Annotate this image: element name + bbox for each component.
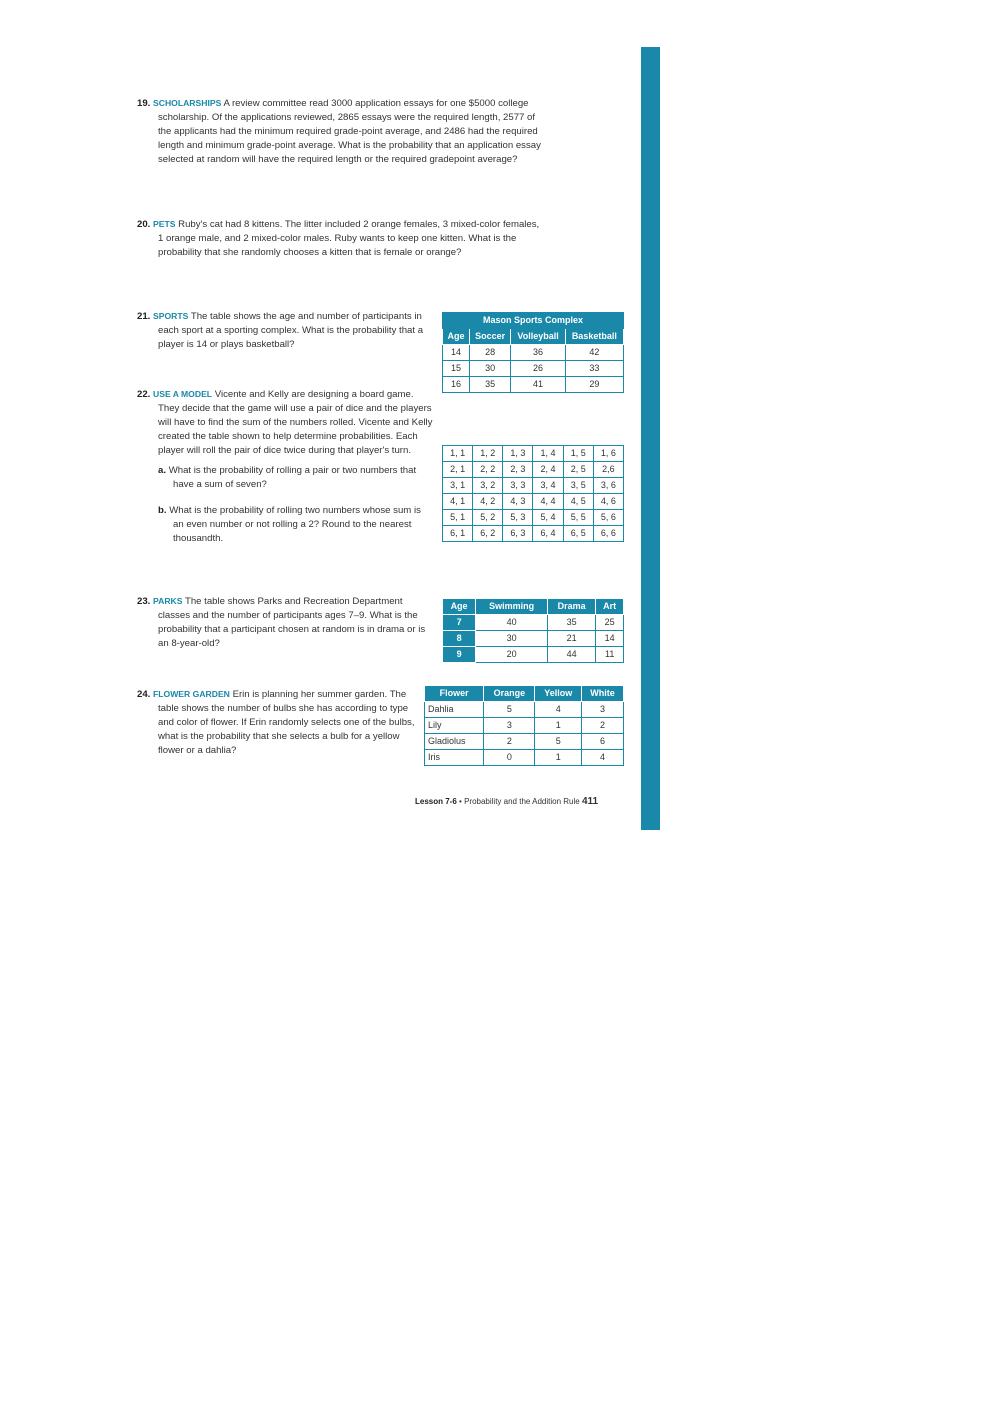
table-cell: 5, 3 [503, 510, 533, 526]
table-cell: 3, 6 [593, 478, 623, 494]
table-cell: 4 [535, 702, 582, 718]
table-cell: 6, 3 [503, 526, 533, 542]
table-cell: Dahlia [425, 702, 484, 718]
table-header-row [425, 686, 624, 702]
table-cell: 4, 5 [563, 494, 593, 510]
table-cell: 11 [596, 647, 624, 663]
table-row [443, 361, 624, 377]
table-cell: 5, 2 [473, 510, 503, 526]
table-cell: 5, 5 [563, 510, 593, 526]
table-row [443, 462, 624, 478]
table-header-cell: Volleyball [511, 329, 565, 345]
table-cell: 5 [484, 702, 535, 718]
table-cell: 2 [484, 734, 535, 750]
sports-table [442, 312, 624, 393]
table-cell: 4, 1 [443, 494, 473, 510]
table-cell: 3 [582, 702, 624, 718]
problem-keyword: USE A MODEL [153, 389, 213, 399]
table-row [425, 718, 624, 734]
page-number: 411 [581, 796, 599, 807]
table-cell: 30 [476, 631, 548, 647]
table-cell: 3, 3 [503, 478, 533, 494]
sidebar-stripe [641, 47, 660, 830]
table-cell: 3, 5 [563, 478, 593, 494]
part-a-label: a. [158, 465, 167, 476]
part-a-text: What is the probability of rolling a pair or two numbers that have a sum of seven? [168, 465, 417, 490]
table-header-cell: White [582, 686, 624, 702]
problem-text: Erin is planning her summer garden. The table shows the number of bulbs she has according to type and color of flower. If Erin randomly selects one of the bulbs, what is the probability that she selects a bulb for a yellow flower or a dahlia? [158, 689, 415, 756]
table-cell: 16 [443, 377, 470, 393]
table-cell: 36 [511, 345, 565, 361]
problem-22 [137, 387, 434, 546]
table-header-cell: Age [443, 329, 470, 345]
flower-table [424, 685, 624, 766]
table-cell: 1, 4 [533, 446, 563, 462]
table-cell: Lily [425, 718, 484, 734]
table-cell: 6 [582, 734, 624, 750]
table-cell: 1, 6 [593, 446, 623, 462]
problem-text: Ruby's cat had 8 kittens. The litter included 2 orange females, 3 mixed-color females, 1 orange male, and 2 mixed-color males. Ruby wants to keep one kitten. What is the probability that she randomly chooses a kitten that is female or orange? [158, 219, 540, 258]
table-header-row [443, 329, 624, 345]
table-cell: 1, 3 [503, 446, 533, 462]
table-cell: 21 [547, 631, 595, 647]
table-cell: 2, 4 [533, 462, 563, 478]
table-cell: 2 [582, 718, 624, 734]
table-header-cell: Orange [484, 686, 535, 702]
footer-separator: • [459, 797, 462, 806]
table-cell: 44 [547, 647, 595, 663]
table-row [443, 647, 624, 663]
table-header-cell: Soccer [469, 329, 511, 345]
problem-23 [137, 594, 434, 651]
part-b-label: b. [158, 505, 167, 516]
table-cell: 3, 2 [473, 478, 503, 494]
table-header-cell: Yellow [535, 686, 582, 702]
table-row [443, 526, 624, 542]
problem-keyword: PARKS [153, 596, 183, 606]
table-cell: 41 [511, 377, 565, 393]
problem-24 [137, 687, 415, 758]
table-row [443, 510, 624, 526]
table-cell: 14 [596, 631, 624, 647]
table-cell: 30 [469, 361, 511, 377]
problem-number: 24. [137, 689, 151, 700]
table-row [443, 631, 624, 647]
table-cell: Gladiolus [425, 734, 484, 750]
table-cell: 2, 5 [563, 462, 593, 478]
row-header-cell: 7 [443, 615, 476, 631]
row-header-cell: 9 [443, 647, 476, 663]
dice-table [442, 445, 624, 542]
table-cell: 6, 2 [473, 526, 503, 542]
part-b-text: What is the probability of rolling two numbers whose sum is an even number or not rolling a 2? Round to the nearest thousandth. [169, 505, 421, 544]
table-cell: 35 [469, 377, 511, 393]
table-cell: 28 [469, 345, 511, 361]
table-cell: 25 [596, 615, 624, 631]
table-cell: 5, 4 [533, 510, 563, 526]
table-cell: 3, 4 [533, 478, 563, 494]
table-cell: 3 [484, 718, 535, 734]
table-cell: 6, 4 [533, 526, 563, 542]
problem-number: 19. [137, 98, 151, 109]
problem-keyword: FLOWER GARDEN [153, 689, 230, 699]
table-cell: 6, 1 [443, 526, 473, 542]
problem-keyword: PETS [153, 219, 176, 229]
table-cell: 1 [535, 718, 582, 734]
table-row [443, 377, 624, 393]
table-cell: 29 [565, 377, 623, 393]
problem-text: Vicente and Kelly are designing a board game. They decide that the game will use a pair of dice and the players will have to find the sum of the numbers rolled. Vicente and Kelly created the table shown to help determine probabilities. Each player will roll the pair of dice twice during that player's turn. [158, 389, 433, 456]
problem-number: 23. [137, 596, 151, 607]
problem-text: The table shows Parks and Recreation Department classes and the number of participants ages 7–9. What is the probability that a participant chosen at random is in drama or is an 8-year-old? [158, 596, 426, 649]
table-cell: 40 [476, 615, 548, 631]
table-cell: 1, 2 [473, 446, 503, 462]
table-cell: 1, 1 [443, 446, 473, 462]
table-row [443, 494, 624, 510]
table-cell: 4, 3 [503, 494, 533, 510]
problem-keyword: SCHOLARSHIPS [153, 98, 222, 108]
table-cell: Iris [425, 750, 484, 766]
problem-number: 22. [137, 389, 151, 400]
table-header-cell: Swimming [476, 599, 548, 615]
table-row [443, 446, 624, 462]
problem-text: The table shows the age and number of participants in each sport at a sporting complex. What is the probability that a player is 14 or plays basketball? [158, 311, 424, 350]
table-cell: 2,6 [593, 462, 623, 478]
table-header-cell: Drama [547, 599, 595, 615]
table-cell: 2, 2 [473, 462, 503, 478]
table-cell: 20 [476, 647, 548, 663]
table-header-row [443, 599, 624, 615]
table-row [425, 702, 624, 718]
table-cell: 2, 1 [443, 462, 473, 478]
table-cell: 0 [484, 750, 535, 766]
row-header-cell: 8 [443, 631, 476, 647]
table-cell: 35 [547, 615, 595, 631]
problem-number: 21. [137, 311, 151, 322]
problem-number: 20. [137, 219, 151, 230]
table-cell: 1 [535, 750, 582, 766]
table-title: Mason Sports Complex [443, 313, 624, 329]
table-header-cell: Flower [425, 686, 484, 702]
problem-19 [137, 96, 547, 167]
table-header-cell: Age [443, 599, 476, 615]
table-cell: 33 [565, 361, 623, 377]
footer-title: Probability and the Addition Rule [464, 797, 580, 806]
footer-lesson: Lesson 7-6 [415, 797, 457, 806]
table-header-cell: Art [596, 599, 624, 615]
table-row [443, 478, 624, 494]
table-cell: 4, 2 [473, 494, 503, 510]
problem-text: A review committee read 3000 application essays for one $5000 college scholarship. Of the applications reviewed, 2865 essays were the required length, 2577 of the applicants had the minimum required grade-point average, and 2486 had the required length and minimum grade-point average. What is the probability that an application essay selected at random will have the required length or the required gradepoint average? [158, 98, 541, 165]
table-cell: 14 [443, 345, 470, 361]
table-cell: 2, 3 [503, 462, 533, 478]
problem-keyword: SPORTS [153, 311, 189, 321]
page-footer [415, 796, 598, 807]
problem-21 [137, 309, 432, 352]
table-row [443, 345, 624, 361]
table-cell: 1, 5 [563, 446, 593, 462]
table-cell: 15 [443, 361, 470, 377]
table-cell: 3, 1 [443, 478, 473, 494]
table-header-cell: Basketball [565, 329, 623, 345]
table-cell: 4, 6 [593, 494, 623, 510]
table-row [443, 615, 624, 631]
table-cell: 4 [582, 750, 624, 766]
table-cell: 5, 1 [443, 510, 473, 526]
table-cell: 42 [565, 345, 623, 361]
table-cell: 26 [511, 361, 565, 377]
table-cell: 6, 5 [563, 526, 593, 542]
table-cell: 4, 4 [533, 494, 563, 510]
table-cell: 5, 6 [593, 510, 623, 526]
table-row [425, 734, 624, 750]
problem-20 [137, 217, 542, 260]
table-cell: 5 [535, 734, 582, 750]
table-row [425, 750, 624, 766]
parks-table [442, 598, 624, 663]
table-cell: 6, 6 [593, 526, 623, 542]
